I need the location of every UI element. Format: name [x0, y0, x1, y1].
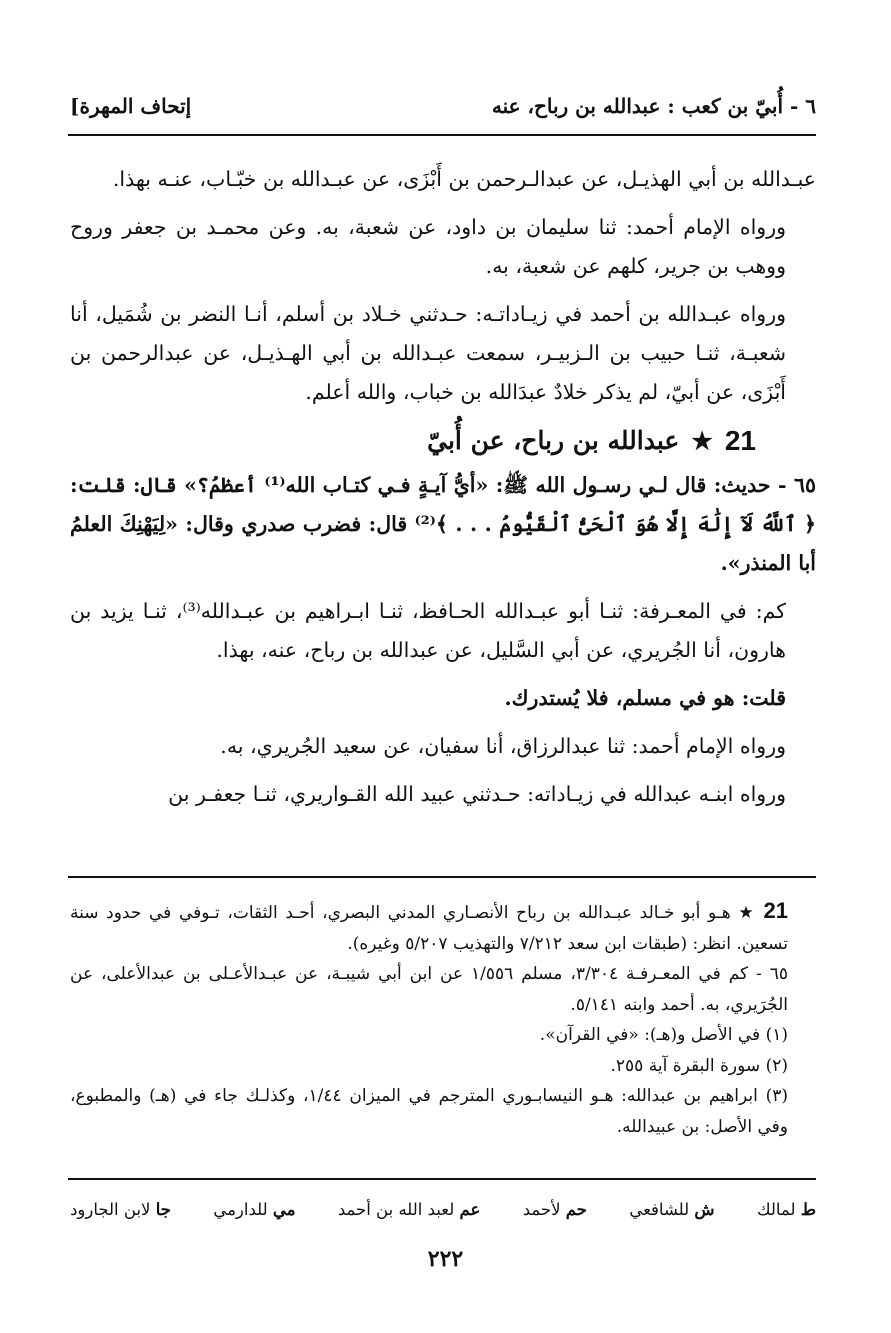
- running-header: [70, 88, 816, 124]
- paragraph-ahmad: ورواه الإمام أحمد: ثنا عبدالرزاق، أنا سفيان، عن سعيد الجُريري، به.: [220, 734, 786, 758]
- main-text: [70, 160, 816, 823]
- paragraph-3: ورواه عبـدالله بن أحمد في زيـاداتـه: حـدثني خـلاد بن أسلم، أنـا النضر بن شُمَيل، أنا شعبـة، ثنـا حبيب بن الـزبيـر، سمعت عبـدالله بن أبي الهـذيـل، عن عبدالرحمن بن أَبْزَى، عن أبيّ، لم يذكر خلادٌ عبدَالله بن خباب، والله أعلم.: [70, 302, 786, 404]
- star-icon: ★: [738, 903, 756, 923]
- footnote-2: (٢) سورة البقرة آية ٢٥٥.: [610, 1055, 788, 1076]
- hadith-65: ٦٥ - حديث: قال لـي رسـول الله ﷺ: «أيُّ آيـةٍ فـي كتـاب الله⁽¹⁾ أعظمُ؟» قال: قلت: ﴿ ٱللَّهُ لَآ إِلَٰهَ إِلَّا هُوَ ٱلْحَىُّ ٱلْقَيُّومُ . . . ﴾⁽²⁾ قال: فضرب صدري وقال: «لِيَهْنِكَ العلمُ أبا المنذر».: [70, 473, 816, 575]
- section-number: 21: [724, 425, 756, 456]
- footnotes: [70, 896, 816, 1142]
- footnote-rule: [68, 876, 816, 878]
- paragraph-note: قلت: هو في مسلم، فلا يُستدرك.: [504, 686, 786, 710]
- footnote-1: (١) في الأصل و(هـ): «في القرآن».: [539, 1025, 788, 1045]
- abbrev-item: عم لعبد الله بن أحمد: [337, 1199, 481, 1219]
- footnote-biography: [70, 896, 816, 959]
- abbrev-item: مي للدارمي: [213, 1199, 296, 1219]
- page-number: ٢٢٢: [427, 1246, 464, 1272]
- abbrev-item: ش للشافعي: [629, 1199, 715, 1219]
- paragraph-2: ورواه الإمام أحمد: ثنا سليمان بن داود، عن شعبة، به. وعن محمـد بن جعفر وروح ووهب بن جرير، كلهم عن شعبة، به.: [70, 215, 786, 278]
- paragraph-1: عبـدالله بن أبي الهذيـل، عن عبدالـرحمن بن أَبْزَى، عن عبـدالله بن خبّـاب، عنـه بهذا.: [112, 167, 816, 191]
- abbrev-item: حم لأحمد: [522, 1199, 587, 1219]
- paragraph-takhrij: كم: في المعـرفة: ثنـا أبو عبـدالله الحـافظ، ثنـا ابـراهيم بن عبـدالله⁽³⁾، ثنـا يزيد بن هارون، أنا الجُريري، عن أبي السَّليل، عن عبدالله بن رباح، عنه، بهذا.: [70, 599, 787, 662]
- abbrev-item: ط لمالك: [756, 1199, 816, 1219]
- header-rule: [68, 134, 816, 136]
- header-book-title: [إتحاف المهرة: [70, 94, 192, 118]
- footnote-text: هـو أبو خـالد عبـدالله بن رباح الأنصـاري المدني البصري، أحـد الثقات، تـوفي في حدود سنة تسعين. انظر: (طبقات ابن سعد ٧/٢١٢ والتهذيب ٥/٢٠٧ وغيره).: [70, 903, 788, 954]
- abbreviation-key: [70, 1192, 816, 1226]
- footnote-3: (٣) ابراهيم بن عبدالله: هـو النيسابـوري المترجم في الميزان ١/٤٤، وكذلـك جاء في (هـ) والمطبوع، وفي الأصل: بن عبيدالله.: [70, 1086, 788, 1137]
- footnote-number: 21: [763, 898, 789, 923]
- header-chapter-title: ٦ - أُبيّ بن كعب : عبدالله بن رباح، عنه: [491, 94, 816, 118]
- footnote-sources: ٦٥ - كم في المعـرفـة ٣/٣٠٤، مسلم ١/٥٥٦ عن ابن أبي شيبـة، عن عبـدالأعـلى بن عبدالأعلى، عن الجُرَيري، به. أحمد وابنه ٥/١٤١.: [70, 964, 789, 1015]
- section-heading: [70, 421, 816, 460]
- section-title: عبدالله بن رباح، عن أُبيّ: [427, 426, 680, 455]
- star-icon: ★: [691, 426, 713, 455]
- abbreviation-rule: [68, 1178, 816, 1180]
- paragraph-ibnuhu: ورواه ابنـه عبدالله في زيـاداته: حـدثني عبيد الله القـواريري، ثنـا جعفـر بن: [168, 782, 786, 806]
- abbrev-item: جا لابن الجارود: [70, 1199, 171, 1219]
